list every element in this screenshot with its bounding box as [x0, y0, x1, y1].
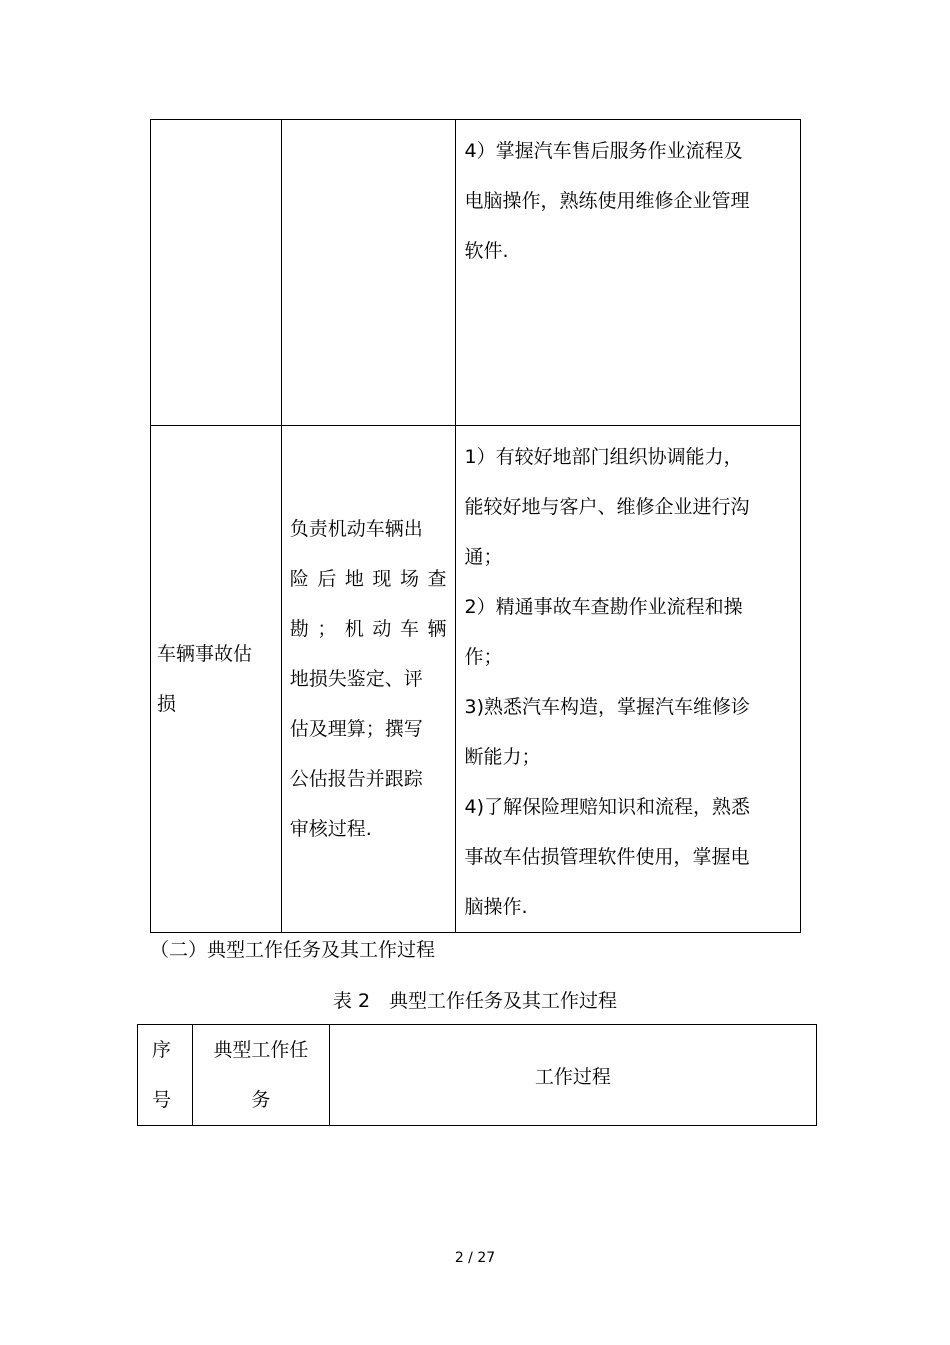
- page-number: 2 / 27: [454, 1250, 496, 1266]
- cell-line: 4）掌握汽车售后服务作业流程及: [464, 140, 743, 162]
- cell-line: 软件.: [464, 240, 509, 262]
- cell-line: 通；: [464, 546, 503, 568]
- table-row: [151, 120, 801, 426]
- table-cell: [281, 120, 455, 426]
- cell-line: 号: [152, 1089, 172, 1111]
- cell-line: 事故车估损管理软件使用，掌握电: [464, 846, 750, 868]
- cell-line: 审核过程.: [289, 818, 372, 840]
- header-task-cell: [192, 1025, 329, 1126]
- job-title-cell: [151, 426, 282, 933]
- cell-line: 电脑操作，熟练使用维修企业管理: [464, 190, 750, 212]
- header-process-cell: 工作过程: [329, 1025, 816, 1126]
- section-heading: （二）典型工作任务及其工作过程: [150, 939, 436, 961]
- cell-line: 1）有较好地部门组织协调能力，: [464, 446, 743, 468]
- header-seq-cell: [138, 1025, 193, 1126]
- cell-line: 险后地现场查: [289, 568, 447, 590]
- cell-line: 4)了解保险理赔知识和流程，熟悉: [464, 796, 751, 818]
- table-header-row: [138, 1025, 817, 1126]
- cell-line: 损: [157, 693, 177, 715]
- cell-line: 负责机动车辆出: [289, 518, 423, 540]
- cell-line: 车辆事故估: [157, 643, 253, 665]
- cell-line: 3)熟悉汽车构造，掌握汽车维修诊: [464, 696, 751, 718]
- cell-line: 能较好地与客户、维修企业进行沟: [464, 496, 750, 518]
- cell-line: 断能力；: [464, 746, 541, 768]
- table-cell: [151, 120, 282, 426]
- cell-line: 作；: [464, 646, 503, 668]
- cell-line: 序: [152, 1039, 172, 1061]
- cell-line: 估及理算；撰写: [289, 718, 423, 740]
- table-row: [151, 426, 801, 933]
- cell-line: 典型工作任: [213, 1039, 309, 1061]
- cell-line: 勘；机动车辆: [289, 618, 447, 640]
- cell-line: 2）精通事故车查勘作业流程和操: [464, 596, 743, 618]
- cell-line: 脑操作.: [464, 896, 528, 918]
- cell-line: 公估报告并跟踪: [289, 768, 423, 790]
- qualification-table: [150, 119, 801, 933]
- job-duty-cell: [281, 426, 455, 933]
- job-requirement-cell: [455, 426, 800, 933]
- table-caption: 表 2 典型工作任务及其工作过程: [332, 990, 618, 1012]
- work-process-table: [137, 1024, 817, 1126]
- cell-line: 务: [251, 1089, 271, 1111]
- cell-line: 地损失鉴定、评: [289, 668, 423, 690]
- table-cell: [455, 120, 800, 426]
